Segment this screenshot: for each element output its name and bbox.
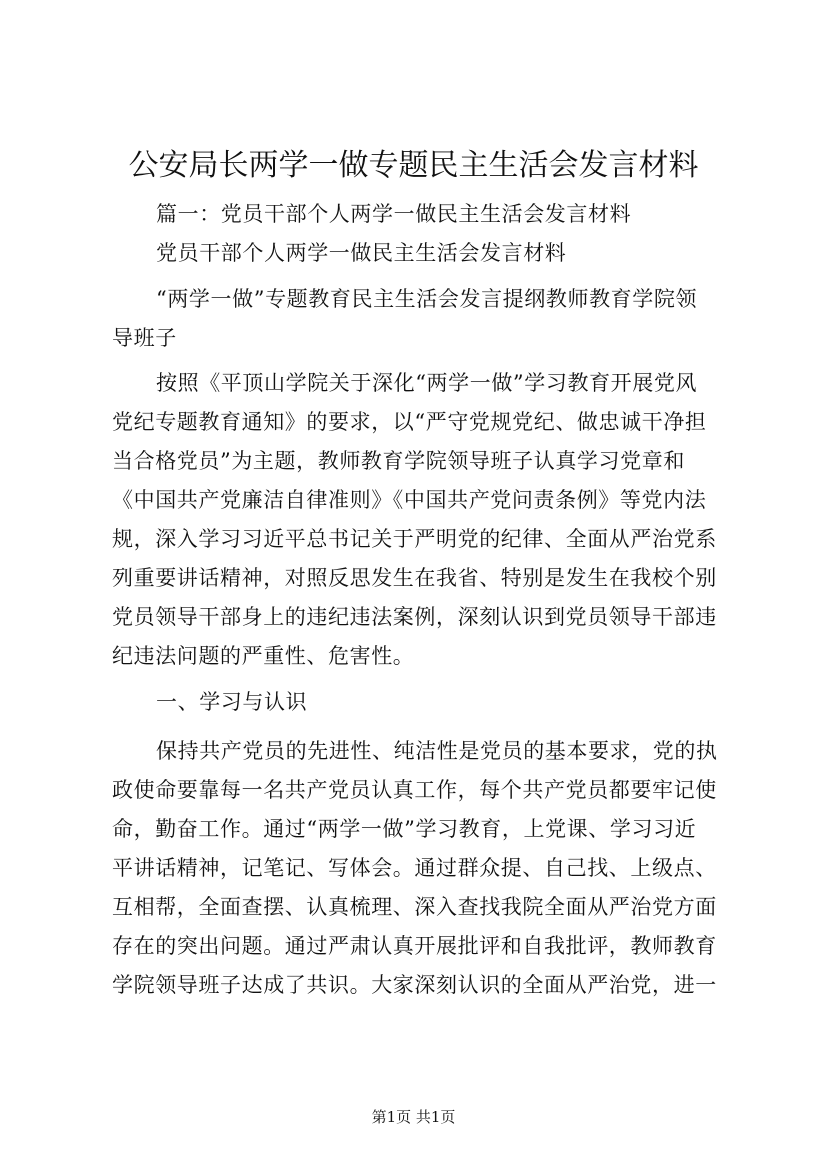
paragraph-line: 导班子 — [112, 326, 177, 350]
section-heading: 一、学习与认识 — [156, 690, 308, 714]
paragraph-line: 平讲话精神，记笔记、写体会。通过群众提、自己找、上级点、 — [112, 856, 717, 880]
paragraph-line: 党员领导干部身上的违纪违法案例，深刻认识到党员领导干部违 — [112, 605, 717, 629]
paragraph-line: 命，勤奋工作。通过“两学一做”学习教育，上党课、学习习近 — [112, 817, 697, 841]
paragraph-line: 规，深入学习习近平总书记关于严明党的纪律、全面从严治党系 — [112, 527, 717, 551]
paragraph-line: 当合格党员”为主题，教师教育学院领导班子认真学习党章和 — [112, 449, 685, 473]
paragraph-line: 政使命要靠每一名共产党员认真工作，每个共产党员都要牢记使 — [112, 778, 717, 802]
paragraph-line: 按照《平顶山学院关于深化“两学一做”学习教育开展党风 — [156, 371, 698, 395]
paragraph-line: 《中国共产党廉洁自律准则》《中国共产党问责条例》等党内法 — [112, 488, 707, 512]
document-title: 公安局长两学一做专题民主生活会发言材料 — [128, 148, 699, 183]
page-footer: 第1页 共1页 — [371, 1108, 456, 1126]
paragraph-line: 党员干部个人两学一做民主生活会发言材料 — [156, 241, 567, 265]
paragraph-line: 学院领导班子达成了共识。大家深刻认识的全面从严治党，进一 — [112, 973, 717, 997]
paragraph-line: “两学一做”专题教育民主生活会发言提纲教师教育学院领 — [156, 287, 698, 311]
paragraph-line: 存在的突出问题。通过严肃认真开展批评和自我批评，教师教育 — [112, 934, 717, 958]
paragraph-line: 列重要讲话精神，对照反思发生在我省、特别是发生在我校个别 — [112, 566, 717, 590]
paragraph-line: 纪违法问题的严重性、危害性。 — [112, 644, 415, 668]
paragraph-line: 保持共产党员的先进性、纯洁性是党员的基本要求，党的执 — [156, 739, 718, 763]
paragraph-line: 互相帮，全面查摆、认真梳理、深入查找我院全面从严治党方面 — [112, 895, 717, 919]
paragraph-line: 篇一：党员干部个人两学一做民主生活会发言材料 — [156, 202, 632, 226]
paragraph-line: 党纪专题教育通知》的要求，以“严守党规党纪、做忠诚干净担 — [112, 410, 707, 434]
